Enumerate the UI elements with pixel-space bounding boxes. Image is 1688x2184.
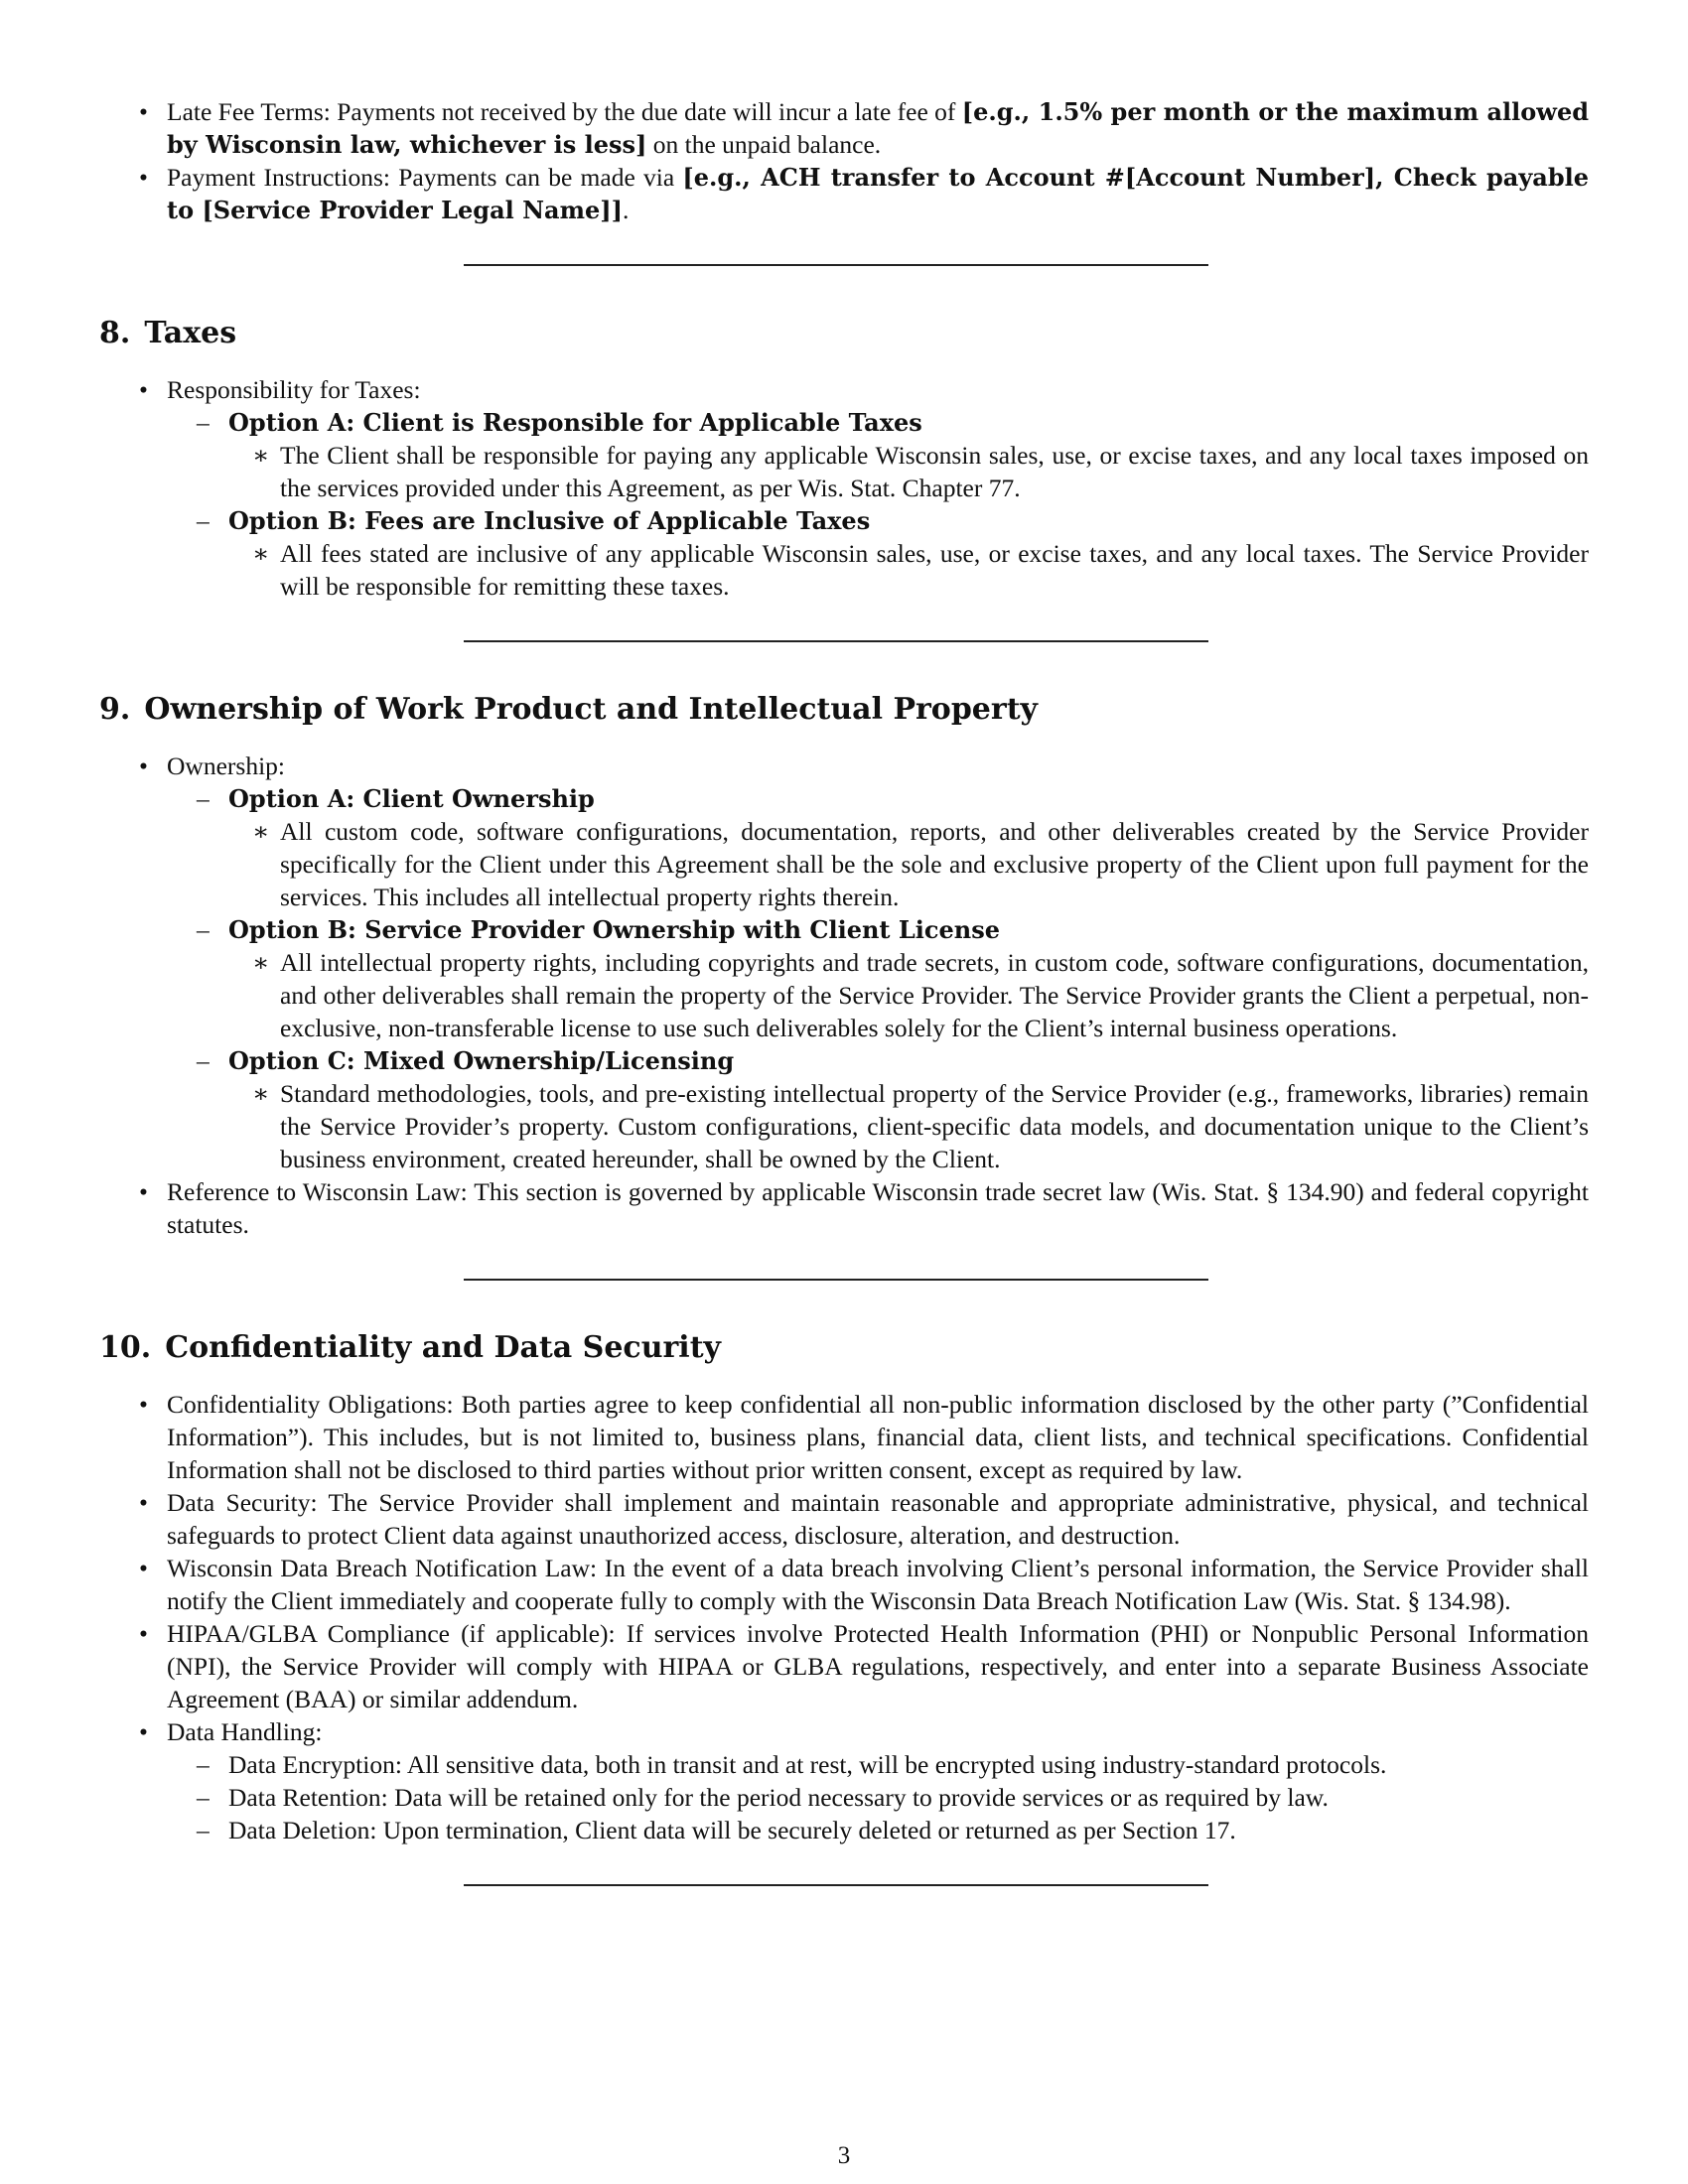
option-b: – Option B: Service Provider Ownership with Client License ∗ All intellectual property rights, including copyrights and trade secrets, in custom code, software configurations, documentation, and other deliverables shall remain the property of the Service Provider. The Service Provider grants the Client a perpetual, non-exclusive, non-transferable license to use such deliverables solely for the Client’s internal business operations.	[167, 913, 1589, 1044]
list-item: • Confidentiality Obligations: Both parties agree to keep confidential all non-public information disclosed by the other party (”Confidential Information”). This includes, but is not limited to, business plans, financial data, client lists, and technical specifications. Confidential Information shall not be disclosed to third parties without prior written consent, except as required by law.	[99, 1388, 1589, 1486]
section-divider	[464, 1279, 1208, 1281]
list-item: • Responsibility for Taxes: – Option A: Client is Responsible for Applicable Taxes ∗ The Client shall be responsible for paying any applicable Wisconsin sales, use, or excise taxes, and any local taxes imposed on the services provided under this Agreement, as per Wis. Stat. Chapter 77. – Option B: Fees are Inclusive of Applicable Taxes ∗ All fees stated are inclusive of any applicable Wisconsin sales, use, or excise taxes, and any local taxes. The Service Provider will be responsible for remitting these taxes.	[99, 373, 1589, 603]
list-item: • Wisconsin Data Breach Notification Law: In the event of a data breach involving Client’s personal information, the Service Provider shall notify the Client immediately and cooperate fully to comply with the Wisconsin Data Breach Notification Law (Wis. Stat. § 134.98).	[99, 1552, 1589, 1617]
payment-instructions-item: • Payment Instructions: Payments can be made via [e.g., ACH transfer to Account #[Account Number], Check payable to [Service Provider Legal Name]].	[99, 161, 1589, 226]
section-8-list	[99, 373, 1589, 603]
option-a: – Option A: Client is Responsible for Applicable Taxes ∗ The Client shall be responsible for paying any applicable Wisconsin sales, use, or excise taxes, and any local taxes imposed on the services provided under this Agreement, as per Wis. Stat. Chapter 77.	[167, 406, 1589, 504]
list-item: ∗ Standard methodologies, tools, and pre-existing intellectual property of the Service Provider (e.g., frameworks, libraries) remain the Service Provider’s property. Custom configurations, client-specific data models, and documentation unique to the Client’s business environment, created hereunder, shall be owned by the Client.	[228, 1077, 1589, 1175]
list-item: • Reference to Wisconsin Law: This section is governed by applicable Wisconsin trade secret law (Wis. Stat. § 134.90) and federal copyright statutes.	[99, 1175, 1589, 1241]
list-item: – Data Deletion: Upon termination, Client data will be securely deleted or returned as per Section 17.	[167, 1814, 1589, 1846]
list-item: ∗ All fees stated are inclusive of any applicable Wisconsin sales, use, or excise taxes, and any local taxes. The Service Provider will be responsible for remitting these taxes.	[228, 537, 1589, 603]
list-item: • Ownership: – Option A: Client Ownership ∗ All custom code, software configurations, documentation, reports, and other deliverables created by the Service Provider specifically for the Client under this Agreement shall be the sole and exclusive property of the Client upon full payment for the services. This includes all intellectual property rights therein. – Option B: Service Provider Ownership with Client License ∗ All intellectual property rights, including copyrights and trade secrets, in custom code, software configurations, documentation, and other deliverables shall remain the property of the Service Provider. The Service Provider grants the Client a perpetual, non-exclusive, non-transferable license to use such deliverables solely for the Client’s internal business operations. – Option C: Mixed Ownership/Licensing ∗ Standard methodologies, tools, and pre-existing intellectual property of the Service Provider (e.g., frameworks, libraries) remain the Service Provider’s property. Custom configurations, client-specific data models, and documentation unique to the Client’s business environment, created hereunder, shall be owned by the Client.	[99, 750, 1589, 1175]
list-item: – Data Retention: Data will be retained only for the period necessary to provide services or as required by law.	[167, 1781, 1589, 1814]
list-item: • HIPAA/GLBA Compliance (if applicable): If services involve Protected Health Information (PHI) or Nonpublic Personal Information (NPI), the Service Provider will comply with HIPAA or GLBA regulations, respectively, and enter into a separate Business Associate Agreement (BAA) or similar addendum.	[99, 1617, 1589, 1715]
section-8-heading: 8. Taxes	[99, 316, 237, 350]
section-divider	[464, 264, 1208, 266]
late-fee-item: • Late Fee Terms: Payments not received by the due date will incur a late fee of [e.g., 1.5% per month or the maximum allowed by Wisconsin law, whichever is less] on the unpaid balance.	[99, 95, 1589, 161]
section-9-heading: 9. Ownership of Work Product and Intellectual Property	[99, 692, 1038, 727]
payment-terms-list	[99, 95, 1589, 226]
list-item: ∗ All custom code, software configurations, documentation, reports, and other deliverables created by the Service Provider specifically for the Client under this Agreement shall be the sole and exclusive property of the Client upon full payment for the services. This includes all intellectual property rights therein.	[228, 815, 1589, 913]
list-item: • Data Security: The Service Provider shall implement and maintain reasonable and appropriate administrative, physical, and technical safeguards to protect Client data against unauthorized access, disclosure, alteration, and destruction.	[99, 1486, 1589, 1552]
section-10-heading: 10. Confidentiality and Data Security	[99, 1330, 721, 1365]
late-fee-placeholder: [e.g., 1.5% per month or the maximum allowed by Wisconsin law, whichever is less]	[167, 97, 1590, 159]
document-page	[99, 95, 1589, 1886]
list-item: ∗ The Client shall be responsible for paying any applicable Wisconsin sales, use, or excise taxes, and any local taxes imposed on the services provided under this Agreement, as per Wis. Stat. Chapter 77.	[228, 439, 1589, 504]
option-c: – Option C: Mixed Ownership/Licensing ∗ Standard methodologies, tools, and pre-existing intellectual property of the Service Provider (e.g., frameworks, libraries) remain the Service Provider’s property. Custom configurations, client-specific data models, and documentation unique to the Client’s business environment, created hereunder, shall be owned by the Client.	[167, 1044, 1589, 1175]
section-10-list	[99, 1388, 1589, 1846]
section-9-list	[99, 750, 1589, 1241]
payment-placeholder: [e.g., ACH transfer to Account #[Account Number], Check payable to [Service Provider Legal Name]]	[167, 163, 1590, 224]
section-divider	[464, 1884, 1208, 1886]
section-divider	[464, 640, 1208, 642]
list-item: • Data Handling: – Data Encryption: All sensitive data, both in transit and at rest, will be encrypted using industry-standard protocols. – Data Retention: Data will be retained only for the period necessary to provide services or as required by law. – Data Deletion: Upon termination, Client data will be securely deleted or returned as per Section 17.	[99, 1715, 1589, 1846]
list-item: – Data Encryption: All sensitive data, both in transit and at rest, will be encrypted using industry-standard protocols.	[167, 1748, 1589, 1781]
option-a: – Option A: Client Ownership ∗ All custom code, software configurations, documentation, reports, and other deliverables created by the Service Provider specifically for the Client under this Agreement shall be the sole and exclusive property of the Client upon full payment for the services. This includes all intellectual property rights therein.	[167, 782, 1589, 913]
page-number: 3	[837, 2142, 851, 2169]
option-b: – Option B: Fees are Inclusive of Applicable Taxes ∗ All fees stated are inclusive of any applicable Wisconsin sales, use, or excise taxes, and any local taxes. The Service Provider will be responsible for remitting these taxes.	[167, 504, 1589, 603]
list-item: ∗ All intellectual property rights, including copyrights and trade secrets, in custom code, software configurations, documentation, and other deliverables shall remain the property of the Service Provider. The Service Provider grants the Client a perpetual, non-exclusive, non-transferable license to use such deliverables solely for the Client’s internal business operations.	[228, 946, 1589, 1044]
